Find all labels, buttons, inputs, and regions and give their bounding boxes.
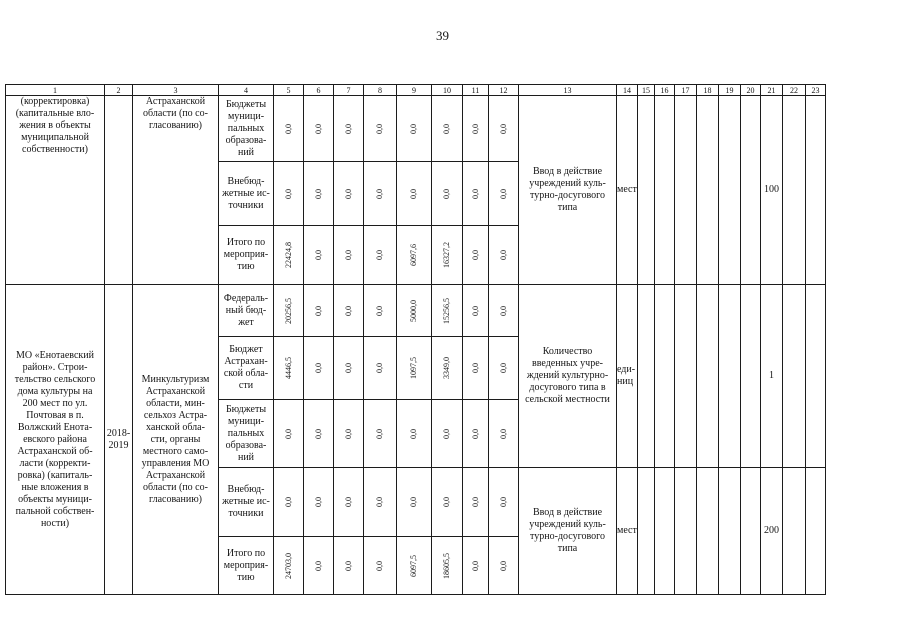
column-number: 16: [655, 85, 675, 96]
value: 0,0: [470, 188, 480, 199]
value: 0,0: [375, 123, 384, 134]
value-cell: [364, 400, 397, 468]
value-cell: [364, 162, 397, 226]
column-number: 14: [617, 85, 638, 96]
value: 0,0: [375, 188, 384, 199]
value: 0,0: [343, 123, 353, 134]
empty-cell: [655, 96, 675, 285]
column-number: 8: [364, 85, 397, 96]
value: 0,0: [409, 428, 418, 439]
executor: Астраханской области (по со- гласованию): [143, 96, 208, 131]
value-cell: [274, 285, 304, 337]
value-cell: [304, 400, 334, 468]
value: 0,0: [409, 123, 418, 134]
column-number: 19: [719, 85, 741, 96]
value-cell: [463, 400, 489, 468]
column-number: 20: [741, 85, 761, 96]
column-number: 3: [133, 85, 219, 96]
value: 0,0: [470, 250, 480, 260]
value: 0,0: [375, 560, 384, 571]
value: 0,0: [343, 497, 353, 507]
funding-source: Итого по мероприя- тию: [223, 237, 269, 272]
value: 0,0: [498, 123, 508, 134]
value: 0,0: [409, 497, 418, 507]
column-number: 6: [304, 85, 334, 96]
value-cell: [397, 96, 432, 162]
value: 0,0: [375, 305, 384, 316]
value-cell: [274, 468, 304, 537]
empty-cell: [638, 285, 655, 468]
value-cell: [463, 537, 489, 595]
page-number: 39: [436, 28, 449, 43]
period-cell: [105, 285, 133, 595]
value-cell: [489, 226, 519, 285]
value: 0,0: [343, 188, 353, 199]
value: 16327,2: [442, 242, 451, 268]
column-number: 13: [519, 85, 617, 96]
value: 0,0: [375, 497, 384, 507]
column-number: 1: [6, 85, 105, 96]
activity-name-cell: [6, 285, 105, 595]
column-number: 9: [397, 85, 432, 96]
value: 0,0: [409, 188, 418, 199]
funding-source: Итого по мероприя- тию: [223, 547, 269, 583]
value: 0,0: [498, 428, 508, 439]
value: 0,0: [375, 250, 384, 260]
value: 0,0: [313, 428, 323, 439]
funding-source: Внебюд- жетные ис- точники: [222, 484, 270, 519]
value: 0,0: [343, 363, 353, 373]
funding-source-cell: [219, 162, 274, 226]
column-number: 10: [432, 85, 463, 96]
value-cell: [489, 162, 519, 226]
column-number: 23: [806, 85, 826, 96]
value-cell: [364, 337, 397, 400]
value: 0,0: [283, 497, 293, 507]
column-number: 12: [489, 85, 519, 96]
empty-cell: [719, 96, 741, 285]
executor: Минкультуризм Астраханской области, мин- сельхоз Астра- ханской обла- сти, органы местного само- управления МО Астраханской области (по со- гласованию): [141, 373, 210, 505]
empty-cell: [719, 285, 741, 468]
value-cell: [397, 226, 432, 285]
value: 18605,5: [442, 552, 451, 579]
period-cell: [105, 96, 133, 285]
executor-cell: [133, 96, 219, 285]
value: 3349,0: [442, 357, 451, 379]
funding-source: Бюджет Астрахан- ской обла- сти: [223, 344, 269, 391]
value: 0,0: [470, 123, 480, 134]
column-number-row: [6, 85, 826, 96]
value: 0,0: [343, 250, 353, 260]
value: 4446,5: [283, 357, 293, 379]
value: 0,0: [498, 250, 508, 260]
column-number: 11: [463, 85, 489, 96]
value-cell: [489, 537, 519, 595]
activity-name: (корректировка) (капитальные вло- жения в объекты муниципальной собственности): [15, 96, 95, 155]
value-cell: [304, 468, 334, 537]
value-cell: [463, 337, 489, 400]
value-cell: [364, 96, 397, 162]
value-cell: [463, 285, 489, 337]
column-number: 18: [697, 85, 719, 96]
funding-source-cell: [219, 400, 274, 468]
value-cell: [489, 96, 519, 162]
empty-cell: [697, 468, 719, 595]
value-cell: [304, 537, 334, 595]
indicator-value-cell: [761, 285, 783, 468]
value: 0,0: [313, 560, 323, 571]
value-cell: [463, 96, 489, 162]
value-cell: [274, 337, 304, 400]
activity-name: МО «Енотаевский район». Строи- тельство сельского дома культуры на 200 мест по ул. Почтовая в п. Волжский Енота- евского района Астраханской об- ласти (корректи- ровка) (капиталь- ные вложения в объекты муници- пальной собствен- ности): [14, 349, 96, 529]
value: 0,0: [498, 188, 508, 199]
indicator-name: Ввод в действие учреждений куль- турно-досугового типа: [529, 166, 606, 213]
empty-cell: [675, 468, 697, 595]
value-cell: [364, 537, 397, 595]
indicator-value: 1: [769, 370, 774, 381]
empty-cell: [741, 96, 761, 285]
value-cell: [304, 162, 334, 226]
value-cell: [334, 337, 364, 400]
value-cell: [432, 226, 463, 285]
funding-source-cell: [219, 226, 274, 285]
value-cell: [274, 162, 304, 226]
unit-cell: [617, 468, 638, 595]
empty-cell: [783, 96, 806, 285]
unit-cell: [617, 285, 638, 468]
empty-cell: [638, 96, 655, 285]
indicator-cell: [519, 468, 617, 595]
value-cell: [334, 96, 364, 162]
value-cell: [489, 285, 519, 337]
value: 0,0: [498, 560, 508, 571]
value-cell: [489, 337, 519, 400]
indicator-cell: [519, 285, 617, 468]
value-cell: [397, 285, 432, 337]
executor-cell: [133, 285, 219, 595]
value-cell: [334, 226, 364, 285]
value-cell: [334, 162, 364, 226]
empty-cell: [783, 468, 806, 595]
value: 0,0: [442, 123, 451, 134]
indicator-value-cell: [761, 96, 783, 285]
value: 0,0: [313, 188, 323, 199]
value-cell: [364, 468, 397, 537]
value-cell: [397, 162, 432, 226]
value-cell: [432, 337, 463, 400]
indicator-name: Ввод в действие учреждений куль- турно-досугового типа: [529, 507, 606, 554]
value: 0,0: [470, 497, 480, 507]
value: 0,0: [470, 363, 480, 373]
empty-cell: [783, 285, 806, 468]
value: 0,0: [375, 363, 384, 373]
value-cell: [274, 400, 304, 468]
value: 20256,5: [283, 297, 293, 324]
value: 0,0: [343, 305, 353, 316]
empty-cell: [655, 285, 675, 468]
value-cell: [364, 226, 397, 285]
activity-name-cell: [6, 96, 105, 285]
value-cell: [463, 162, 489, 226]
value: 0,0: [343, 428, 353, 439]
value-cell: [397, 400, 432, 468]
funding-source-cell: [219, 96, 274, 162]
value-cell: [463, 468, 489, 537]
column-number: 17: [675, 85, 697, 96]
value: 0,0: [375, 428, 384, 439]
value-cell: [432, 96, 463, 162]
value-cell: [397, 537, 432, 595]
funding-source-cell: [219, 468, 274, 537]
value: 1097,5: [409, 357, 418, 379]
value-cell: [334, 468, 364, 537]
value-cell: [432, 162, 463, 226]
value: 6097,5: [409, 554, 418, 577]
value: 0,0: [313, 497, 323, 507]
column-number: 2: [105, 85, 133, 96]
indicator-name: Количество введенных учре- ждений культурно- досугового типа в сельской местности: [525, 346, 610, 405]
value-cell: [304, 226, 334, 285]
value-cell: [463, 226, 489, 285]
value-cell: [334, 285, 364, 337]
column-number: 4: [219, 85, 274, 96]
value: 22424,8: [283, 242, 293, 268]
empty-cell: [697, 96, 719, 285]
unit: мест: [617, 525, 637, 536]
empty-cell: [675, 285, 697, 468]
column-number: 21: [761, 85, 783, 96]
empty-cell: [741, 285, 761, 468]
funding-source-cell: [219, 285, 274, 337]
indicator-cell: [519, 96, 617, 285]
column-number: 22: [783, 85, 806, 96]
table-row: [6, 285, 826, 337]
column-number: 15: [638, 85, 655, 96]
empty-cell: [741, 468, 761, 595]
value: 0,0: [498, 497, 508, 507]
value: 0,0: [442, 428, 451, 439]
value-cell: [489, 400, 519, 468]
value: 0,0: [283, 188, 293, 199]
value: 0,0: [343, 560, 353, 571]
funding-source-cell: [219, 337, 274, 400]
value-cell: [397, 337, 432, 400]
unit: еди- ниц: [617, 364, 636, 387]
funding-source: Федераль- ный бюд- жет: [223, 292, 269, 328]
value-cell: [304, 285, 334, 337]
value-cell: [432, 400, 463, 468]
value: 0,0: [313, 305, 323, 316]
value-cell: [432, 537, 463, 595]
empty-cell: [806, 468, 826, 595]
value: 0,0: [313, 123, 323, 134]
value: 0,0: [283, 428, 293, 439]
value-cell: [432, 468, 463, 537]
value-cell: [364, 285, 397, 337]
empty-cell: [806, 96, 826, 285]
empty-cell: [655, 468, 675, 595]
value: 0,0: [498, 363, 508, 373]
value: 15256,5: [442, 297, 451, 324]
value: 0,0: [283, 123, 293, 134]
empty-cell: [806, 285, 826, 468]
empty-cell: [697, 285, 719, 468]
value: 0,0: [442, 188, 451, 199]
value: 6097,6: [409, 244, 418, 266]
value: 24703,0: [283, 552, 293, 579]
value-cell: [334, 537, 364, 595]
indicator-value-cell: [761, 468, 783, 595]
value-cell: [432, 285, 463, 337]
value: 0,0: [498, 305, 508, 316]
funding-source-cell: [219, 537, 274, 595]
funding-source: Бюджеты муници- пальных образова- ний: [225, 98, 267, 158]
period: 2018- 2019: [106, 427, 131, 451]
value: 0,0: [442, 497, 451, 507]
value-cell: [274, 226, 304, 285]
value-cell: [274, 537, 304, 595]
value: 5000,0: [409, 299, 418, 322]
value-cell: [489, 468, 519, 537]
unit-cell: [617, 96, 638, 285]
value: 0,0: [313, 363, 323, 373]
empty-cell: [719, 468, 741, 595]
unit: мест: [617, 184, 637, 195]
value-cell: [397, 468, 432, 537]
budget-table: [5, 84, 826, 595]
empty-cell: [638, 468, 655, 595]
table-row: [6, 96, 826, 162]
column-number: 5: [274, 85, 304, 96]
empty-cell: [675, 96, 697, 285]
funding-source: Внебюд- жетные ис- точники: [222, 175, 270, 211]
value: 0,0: [313, 250, 323, 260]
indicator-value: 200: [764, 525, 779, 536]
value-cell: [274, 96, 304, 162]
column-number: 7: [334, 85, 364, 96]
value-cell: [334, 400, 364, 468]
funding-source: Бюджеты муници- пальных образова- ний: [225, 403, 267, 463]
value-cell: [304, 337, 334, 400]
indicator-value: 100: [764, 184, 779, 195]
value-cell: [304, 96, 334, 162]
value: 0,0: [470, 428, 480, 439]
value: 0,0: [470, 560, 480, 571]
value: 0,0: [470, 305, 480, 316]
